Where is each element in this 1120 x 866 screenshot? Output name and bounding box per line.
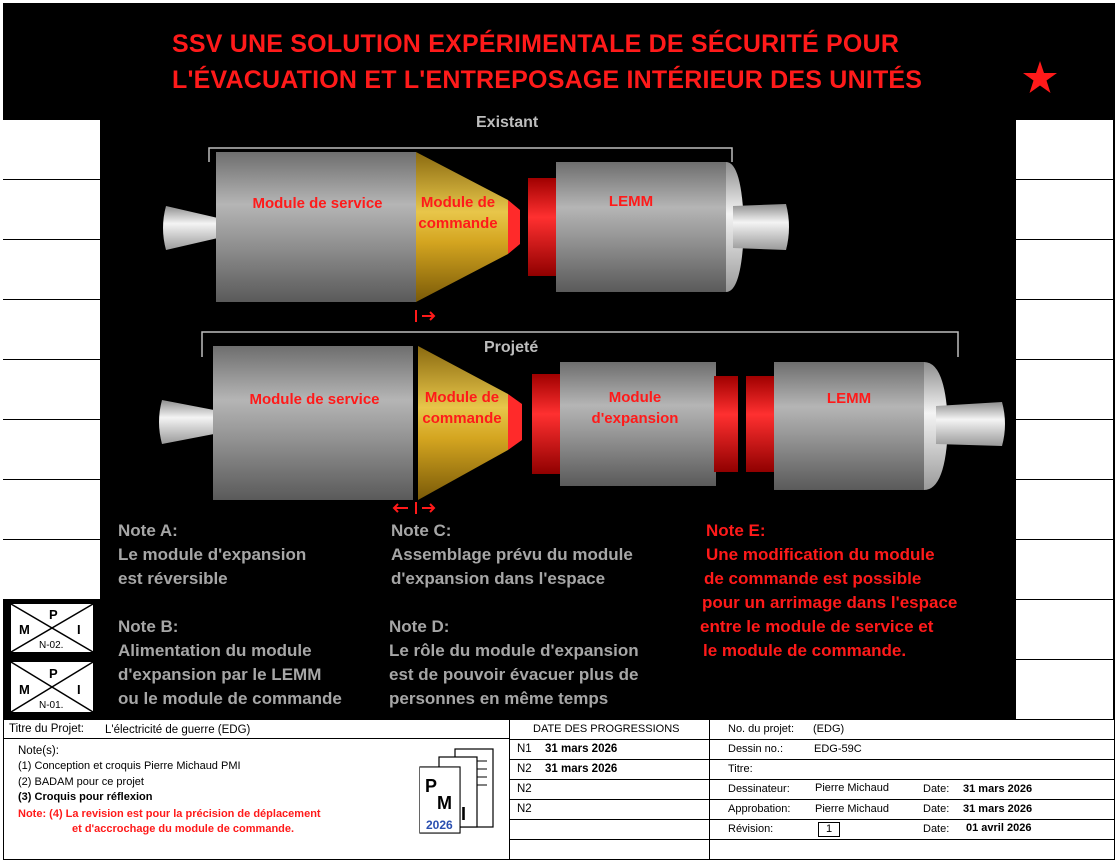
project-title-label: Titre du Projet: bbox=[9, 723, 84, 735]
label-module-expansion: Module d'expansion bbox=[591, 389, 679, 427]
note-title: Note A: bbox=[118, 521, 178, 540]
left-margin-cells bbox=[3, 120, 100, 596]
logo-year: 2026 bbox=[426, 818, 453, 832]
revision-label: Révision: bbox=[728, 823, 774, 835]
note-title: Note B: bbox=[118, 617, 179, 636]
label-module-service-existant: Module de service bbox=[252, 195, 383, 212]
date-value: 31 mars 2026 bbox=[963, 783, 1033, 795]
logo-i: I bbox=[461, 804, 467, 824]
badge-p: P bbox=[49, 666, 58, 681]
note-4-line-2: et d'accrochage du module de commande. bbox=[72, 823, 295, 835]
date-value: 01 avril 2026 bbox=[966, 822, 1032, 834]
note-e: Note E: Une modification du module de commande est possible pour un arrimage dans l'espace entre le module de service et le module de commande. bbox=[702, 519, 1002, 663]
label-existant: Existant bbox=[476, 114, 539, 131]
date-value: 31 mars 2026 bbox=[963, 803, 1033, 815]
title-line-2: L'ÉVACUATION ET L'ENTREPOSAGE INTÉRIEUR DES UNITÉS bbox=[172, 66, 923, 94]
note-3: (3) Croquis pour réflexion bbox=[18, 791, 153, 803]
spacecraft-diagram bbox=[100, 110, 1016, 520]
projete-craft bbox=[159, 346, 1005, 514]
right-margin-cells bbox=[1016, 120, 1113, 716]
note-b: Note B: Alimentation du module d'expansion par le LEMM ou le module de commande bbox=[118, 615, 388, 711]
progress-code: N2 bbox=[517, 763, 532, 775]
notes-label: Note(s): bbox=[18, 745, 59, 757]
label-module-commande-existant: Module de commande bbox=[418, 194, 498, 232]
project-title-value: L'électricité de guerre (EDG) bbox=[105, 724, 251, 736]
note-title: Note E: bbox=[706, 521, 766, 540]
badge-m: M bbox=[19, 682, 30, 697]
badge-n02 bbox=[9, 602, 95, 654]
badge-i: I bbox=[77, 682, 81, 697]
date-label: Date: bbox=[923, 803, 950, 815]
progress-code: N2 bbox=[517, 783, 532, 795]
progress-code: N2 bbox=[517, 803, 532, 815]
label-projete: Projeté bbox=[484, 339, 539, 356]
label-lemm-projete: LEMM bbox=[826, 390, 872, 407]
date-label: Date: bbox=[923, 783, 950, 795]
titre-label: Titre: bbox=[728, 763, 753, 775]
drawing-no-label: Dessin no.: bbox=[728, 743, 784, 755]
star-icon bbox=[1022, 60, 1058, 94]
progress-header: DATE DES PROGRESSIONS bbox=[533, 723, 680, 735]
title-block bbox=[3, 719, 1115, 860]
badge-code: N-01. bbox=[39, 700, 64, 711]
progress-date: 31 mars 2026 bbox=[545, 743, 618, 755]
note-2: (2) BADAM pour ce projet bbox=[18, 776, 144, 788]
logo-p: P bbox=[425, 776, 438, 796]
designer-label: Dessinateur: bbox=[728, 783, 790, 795]
project-no-value: (EDG) bbox=[813, 723, 845, 735]
existant-craft bbox=[163, 152, 789, 322]
label-lemm-existant: LEMM bbox=[608, 193, 654, 210]
progress-code: N1 bbox=[517, 743, 532, 755]
label-module-service-projete: Module de service bbox=[249, 391, 380, 408]
badge-code: N-02. bbox=[39, 640, 64, 651]
note-1: (1) Conception et croquis Pierre Michaud PMI bbox=[18, 760, 241, 772]
badge-n01 bbox=[9, 660, 95, 714]
note-a: Note A: Le module d'expansion est réversible bbox=[118, 519, 378, 591]
badge-i: I bbox=[77, 622, 81, 637]
project-no-label: No. du projet: bbox=[728, 723, 795, 735]
badge-m: M bbox=[19, 622, 30, 637]
note-c: Note C: Assemblage prévu du module d'expansion dans l'espace bbox=[391, 519, 681, 591]
note-4-line-1: Note: (4) La revision est pour la précision de déplacement bbox=[18, 808, 321, 820]
approval-value: Pierre Michaud bbox=[815, 803, 889, 815]
pmi-logo bbox=[417, 747, 501, 837]
note-title: Note D: bbox=[389, 617, 450, 636]
drawing-no-value: EDG-59C bbox=[814, 743, 862, 755]
note-d: Note D: Le rôle du module d'expansion est de pouvoir évacuer plus de personnes en même temps bbox=[389, 615, 679, 711]
date-label: Date: bbox=[923, 823, 950, 835]
label-module-commande-projete: Module de commande bbox=[422, 389, 502, 427]
progress-date: 31 mars 2026 bbox=[545, 763, 618, 775]
note-title: Note C: bbox=[391, 521, 452, 540]
designer-value: Pierre Michaud bbox=[815, 782, 889, 794]
logo-m: M bbox=[437, 793, 452, 813]
diagram-title bbox=[172, 26, 992, 98]
revision-value: 1 bbox=[818, 822, 840, 837]
title-line-1: SSV UNE SOLUTION EXPÉRIMENTALE DE SÉCURITÉ POUR bbox=[172, 30, 900, 58]
badge-p: P bbox=[49, 607, 58, 622]
approval-label: Approbation: bbox=[728, 803, 791, 815]
